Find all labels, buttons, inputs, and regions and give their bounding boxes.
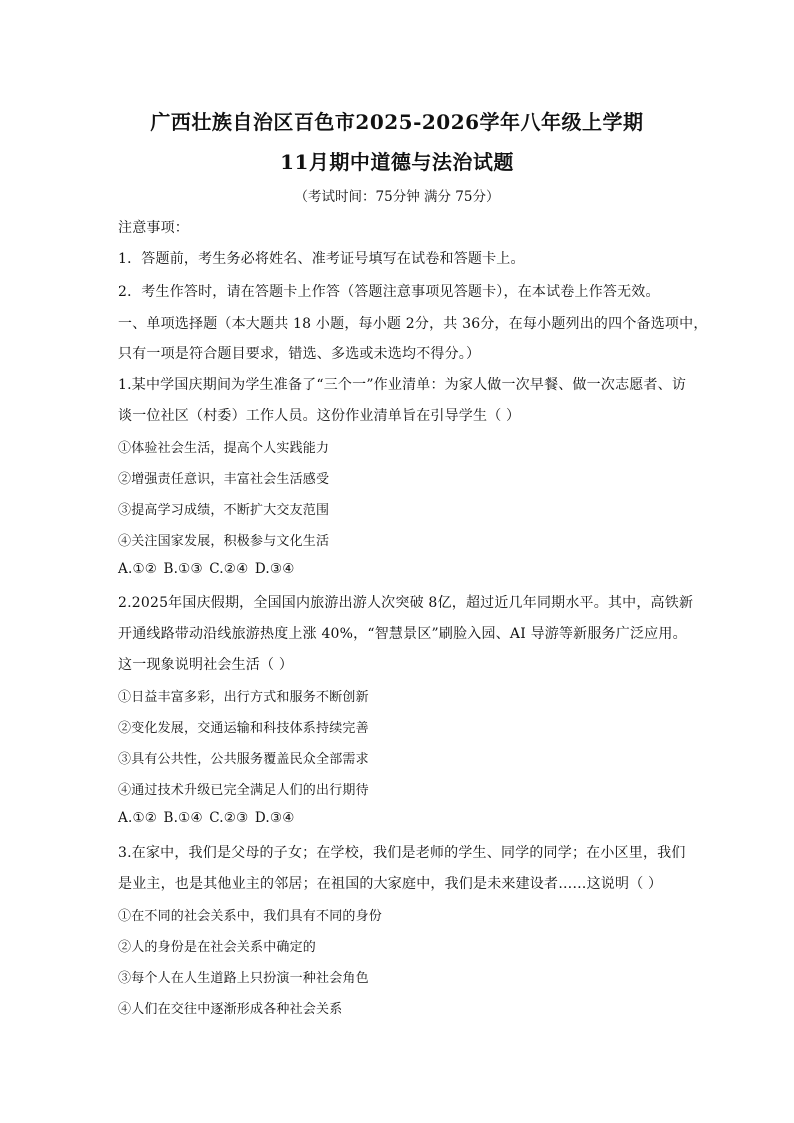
question-2-stem-line-3: 这一现象说明社会生活（ ） <box>118 657 294 673</box>
question-3-stem-line-2: 是业主，也是其他业主的邻居；在祖国的大家庭中，我们是未来建设者……这说明（ ） <box>118 876 663 892</box>
question-1-option-4: ④关注国家发展，积极参与文化生活 <box>118 534 330 549</box>
exam-title-line-2: 11月期中道德与法治试题 <box>280 150 514 174</box>
question-2-option-1: ①日益丰富多彩，出行方式和服务不断创新 <box>118 690 369 705</box>
question-1-answer-choices: A.①② B.①③ C.②④ D.③④ <box>118 561 295 577</box>
question-3-option-4: ④人们在交往中逐渐形成各种社会关系 <box>118 1002 343 1017</box>
section-1-instructions-line-2: 只有一项是符合题目要求，错选、多选或未选均不得分。） <box>118 346 481 362</box>
question-2-stem-line-1: 2.2025年国庆假期，全国国内旅游出游人次突破 8亿，超过近几年同期水平。其中，高铁新 <box>118 595 694 611</box>
question-1-option-3: ③提高学习成绩，不断扩大交友范围 <box>118 503 330 518</box>
question-3-stem-line-1: 3.在家中，我们是父母的子女；在学校，我们是老师的学生、同学的同学；在小区里，我们 <box>118 845 686 861</box>
question-2-option-2: ②变化发展，交通运输和科技体系持续完善 <box>118 721 369 736</box>
notice-item-2: 2．考生作答时，请在答题卡上作答（答题注意事项见答题卡），在本试卷上作答无效。 <box>118 284 660 300</box>
question-1-option-2: ②增强责任意识，丰富社会生活感受 <box>118 472 330 487</box>
exam-title-line-1: 广西壮族自治区百色市2025-2026学年八年级上学期 <box>150 110 644 134</box>
exam-time-and-score: （考试时间：75分钟 满分 75分） <box>294 189 500 205</box>
section-1-instructions-line-1: 一、单项选择题（本大题共 18 小题，每小题 2分，共 36分，在每小题列出的四个备选项中， <box>118 316 708 332</box>
question-1-stem-line-1: 1.某中学国庆期间为学生准备了“三个一”作业清单：为家人做一次早餐、做一次志愿者、访 <box>118 377 687 393</box>
question-2-stem-line-2: 开通线路带动沿线旅游热度上涨 40%，“智慧景区”刷脸入园、AI 导游等新服务广泛应用。 <box>118 626 687 642</box>
question-3-option-3: ③每个人在人生道路上只扮演一种社会角色 <box>118 971 369 986</box>
question-2-answer-choices: A.①② B.①④ C.②③ D.③④ <box>118 810 295 826</box>
question-3-option-2: ②人的身份是在社会关系中确定的 <box>118 940 317 955</box>
notice-heading: 注意事项： <box>118 220 189 236</box>
notice-item-1: 1．答题前，考生务必将姓名、准考证号填写在试卷和答题卡上。 <box>118 251 525 267</box>
question-1-option-1: ①体验社会生活，提高个人实践能力 <box>118 441 330 456</box>
question-2-option-4: ④通过技术升级已完全满足人们的出行期待 <box>118 783 369 798</box>
question-2-option-3: ③具有公共性，公共服务覆盖民众全部需求 <box>118 752 369 767</box>
question-1-stem-line-2: 谈一位社区（村委）工作人员。这份作业清单旨在引导学生（ ） <box>118 408 521 424</box>
question-3-option-1: ①在不同的社会关系中，我们具有不同的身份 <box>118 909 383 924</box>
